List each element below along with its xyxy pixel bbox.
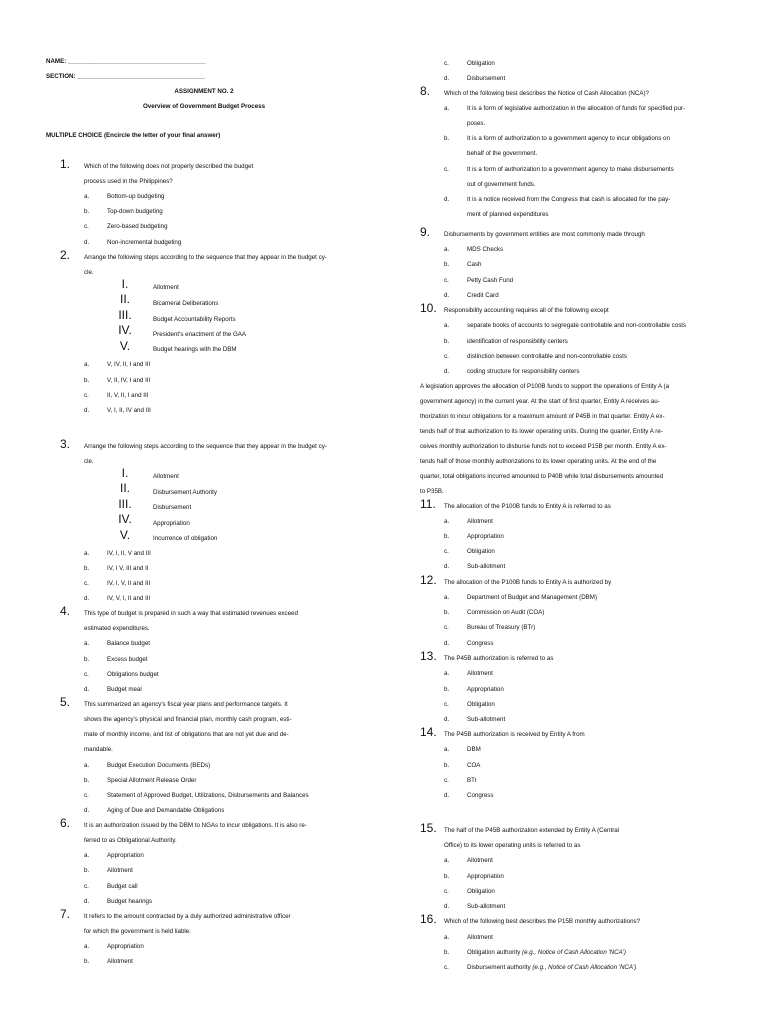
question-text: The P45B authorization is referred to as <box>444 655 554 662</box>
option-text: Department of Budget and Management (DBM) <box>467 594 598 601</box>
step-text: Budget Accountability Reports <box>153 316 236 323</box>
option-letter: d. <box>444 716 450 723</box>
question-text: This summarized an agency's fiscal year plans and performance targets. It <box>84 701 288 708</box>
option-text: Credit Card <box>467 292 499 299</box>
option-letter: d. <box>444 792 450 799</box>
instruction: MULTIPLE CHOICE (Encircle the letter of your final answer) <box>46 132 221 139</box>
option-text: V, IV, II, I and III <box>107 361 151 368</box>
option-letter: b. <box>84 777 90 784</box>
option-text: ment of planned expenditures <box>467 211 549 218</box>
section-field: SECTION: _____________________________________ <box>46 73 205 80</box>
question-text: The allocation of the P100B funds to Entity A is referred to as <box>444 503 611 510</box>
question-number: 3. <box>60 437 71 451</box>
option-text: Appropriation <box>107 852 144 859</box>
option-text: Budget Execution Documents (BEDs) <box>107 762 211 769</box>
option-text: Appropriation <box>467 533 504 540</box>
step-text: Allotment <box>153 473 179 480</box>
option-text: Appropriation <box>467 686 504 693</box>
option-text: Top-down budgeting <box>107 208 163 215</box>
option-letter: b. <box>444 873 450 880</box>
question-number: 2. <box>60 248 71 262</box>
option-letter: c. <box>84 580 89 587</box>
option-letter: c. <box>444 701 449 708</box>
option-text <box>467 964 636 971</box>
step-text: Bicameral Deliberations <box>153 300 219 307</box>
option-text: Cash <box>467 261 482 268</box>
option-text: Aging of Due and Demandable Obligations <box>107 807 225 814</box>
question-number: 16. <box>420 912 437 926</box>
option-letter: a. <box>444 746 450 753</box>
option-letter: d. <box>444 640 450 647</box>
option-text: Congress <box>467 640 494 647</box>
option-letter: a. <box>84 193 90 200</box>
step-numeral: II. <box>119 292 130 306</box>
option-text: It is a notice received from the Congress that cash is allocated for the pay- <box>467 196 671 203</box>
option-text: Zero-based budgeting <box>107 223 168 230</box>
question-text: It is an authorization issued by the DBM to NGAs to incur obligations. It is also re- <box>84 822 307 829</box>
option-letter: b. <box>444 338 450 345</box>
option-letter: b. <box>84 958 90 965</box>
option-text: Bottom-up budgeting <box>107 193 165 200</box>
option-main-text: Obligation authority <box>467 949 523 956</box>
question-number: 9. <box>420 225 431 239</box>
question-text: cle. <box>84 458 94 465</box>
option-letter: a. <box>444 934 450 941</box>
question-text: Office) to its lower operating units is referred to as <box>444 842 581 849</box>
option-text: Congress <box>467 792 494 799</box>
question-number: 12. <box>420 573 437 587</box>
option-letter: c. <box>84 671 89 678</box>
option-letter: c. <box>84 392 89 399</box>
option-letter: b. <box>84 565 90 572</box>
option-text: Non-incremental budgeting <box>107 239 182 246</box>
option-letter: b. <box>444 949 450 956</box>
option-letter: a. <box>444 246 450 253</box>
option-text: Obligations budget <box>107 671 159 678</box>
question-text: The half of the P45B authorization extended by Entity A (Central <box>444 827 620 834</box>
option-letter: d. <box>84 595 90 602</box>
option-letter: d. <box>84 686 90 693</box>
option-text: Allotment <box>467 518 493 525</box>
step-text: Disbursement Authority <box>153 489 217 496</box>
question-number: 1. <box>60 157 71 171</box>
option-text: Budget call <box>107 883 138 890</box>
option-letter: a. <box>444 594 450 601</box>
option-text: Balance budget <box>107 640 151 647</box>
option-text: IV, V, I, II and III <box>107 595 151 602</box>
option-text: separate books of accounts to segregate controllable and non-controllable costs <box>467 322 687 329</box>
question-number: 14. <box>420 725 437 739</box>
step-numeral: V. <box>119 528 131 542</box>
question-number: 8. <box>420 84 431 98</box>
option-letter: d. <box>444 196 450 203</box>
option-text: Petty Cash Fund <box>467 277 514 284</box>
option-text <box>467 949 626 956</box>
question-number: 5. <box>60 695 71 709</box>
option-letter: b. <box>444 609 450 616</box>
step-numeral: V. <box>119 339 131 353</box>
option-text: IV, I V, III and II <box>107 565 149 572</box>
option-text: Allotment <box>107 958 133 965</box>
paragraph-line: tends half of that authorization to its lower operating units. During the quarter, Entity A re- <box>420 428 663 435</box>
question-text: cle. <box>84 269 94 276</box>
option-text: Appropriation <box>467 873 504 880</box>
question-text: process used in the Philippines? <box>84 178 173 185</box>
option-letter: a. <box>84 361 90 368</box>
option-letter: c. <box>444 353 449 360</box>
option-letter: c. <box>84 883 89 890</box>
question-number: 7. <box>60 907 71 921</box>
question-text: The P45B authorization is received by Entity A from <box>444 731 585 738</box>
option-text: Allotment <box>467 857 493 864</box>
option-text: Sub-allotment <box>467 903 506 910</box>
question-number: 4. <box>60 604 71 618</box>
paragraph-line: to P35B. <box>420 488 444 495</box>
option-text: Bureau of Treasury (BTr) <box>467 624 536 631</box>
step-numeral: III. <box>118 308 132 322</box>
option-text: BTr <box>467 777 477 784</box>
option-letter: a. <box>84 640 90 647</box>
option-letter: a. <box>84 550 90 557</box>
option-note: (e.g., Notice of Cash Allocation 'NCA') <box>522 949 626 956</box>
option-letter: a. <box>444 670 450 677</box>
option-letter: b. <box>84 867 90 874</box>
option-letter: d. <box>84 807 90 814</box>
option-text: V, II, IV, I and III <box>107 377 151 384</box>
option-letter: c. <box>444 166 449 173</box>
option-text: coding structure for responsibility centers <box>467 368 580 375</box>
question-text: mandable. <box>84 746 113 753</box>
question-text: ferred to as Obligational Authority. <box>84 837 177 844</box>
option-text: Obligation <box>467 701 495 708</box>
name-field: NAME: ________________________________________ <box>46 58 206 65</box>
option-letter: b. <box>444 686 450 693</box>
option-letter: c. <box>444 624 449 631</box>
option-letter: a. <box>84 852 90 859</box>
option-letter: b. <box>444 762 450 769</box>
option-letter: b. <box>444 533 450 540</box>
assignment-number: ASSIGNMENT NO. 2 <box>174 88 234 95</box>
option-letter: c. <box>84 792 89 799</box>
option-text: Allotment <box>107 867 133 874</box>
option-letter: c. <box>444 964 449 971</box>
question-text: Arrange the following steps according to the sequence that they appear in the budget cy- <box>84 254 327 261</box>
option-letter: b. <box>444 135 450 142</box>
question-text: The allocation of the P100B funds to Entity A is authorized by <box>444 579 612 586</box>
question-number: 10. <box>420 301 437 315</box>
step-text: Disbursement <box>153 504 192 511</box>
question-text: Arrange the following steps according to the sequence that they appear in the budget cy- <box>84 443 327 450</box>
option-letter: b. <box>444 261 450 268</box>
question-text: shows the agency's physical and financial plan, monthly cash program, esti- <box>84 716 292 723</box>
option-letter: d. <box>444 292 450 299</box>
option-text: Budget meal <box>107 686 142 693</box>
option-text: Obligation <box>467 888 495 895</box>
paragraph-line: ceives monthly authorization to disburse funds not to exceed P15B per month. Entity A ex- <box>420 443 667 450</box>
option-text: behalf of the government. <box>467 150 538 157</box>
question-text: Which of the following best describes the P15B monthly authorizations? <box>444 918 641 925</box>
option-text: poses. <box>467 120 486 127</box>
page-title: Overview of Government Budget Process <box>142 103 266 110</box>
option-text: It is a form of legislative authorization in the allocation of funds for specified pur- <box>467 105 686 112</box>
question-text: Which of the following best describes the Notice of Cash Allocation (NCA)? <box>444 90 649 97</box>
option-text: COA <box>467 762 481 769</box>
option-letter: d. <box>444 563 450 570</box>
paragraph-line: tends half of those monthly authorizations to its lower operating units. At the end of the <box>420 458 657 465</box>
option-letter: b. <box>84 377 90 384</box>
option-text: Sub-allotment <box>467 563 506 570</box>
option-text: identification of responsibility centers <box>467 338 568 345</box>
question-number: 13. <box>420 649 437 663</box>
option-text: II, V, II, I and III <box>107 392 149 399</box>
option-letter: c. <box>84 223 89 230</box>
option-letter: c. <box>444 888 449 895</box>
option-text: Obligation <box>467 548 495 555</box>
paragraph-line: A legislation approves the allocation of P100B funds to support the operations of Entity A (a <box>420 383 670 390</box>
option-letter: a. <box>444 857 450 864</box>
option-letter: a. <box>444 518 450 525</box>
step-text: Appropriation <box>153 520 190 527</box>
step-numeral: I. <box>121 466 129 480</box>
option-text: Commission on Audit (COA) <box>467 609 545 616</box>
option-text: IV, I, V, II and III <box>107 580 151 587</box>
option-letter: d. <box>84 239 90 246</box>
question-number: 11. <box>420 497 436 511</box>
question-text: This type of budget is prepared in such a way that estimated revenues exceed <box>84 610 298 617</box>
option-letter: c. <box>444 777 449 784</box>
option-text: It is a form of authorization to a government agency to make disbursements <box>467 166 674 173</box>
option-text: V, I, II, IV and III <box>107 407 151 414</box>
option-text: Appropriation <box>107 943 144 950</box>
option-text: Budget hearings <box>107 898 153 905</box>
question-text: It refers to the amount contracted by a duly authorized administrative officer <box>84 913 291 920</box>
option-text: IV, I, II, V and III <box>107 550 151 557</box>
option-text: Sub-allotment <box>467 716 506 723</box>
option-letter: d. <box>444 903 450 910</box>
option-letter: c. <box>444 548 449 555</box>
option-text: MDS Checks <box>467 246 504 253</box>
step-text: President's enactment of the GAA <box>153 331 247 338</box>
option-letter: b. <box>84 208 90 215</box>
option-letter: a. <box>84 943 90 950</box>
option-letter: d. <box>444 75 450 82</box>
step-text: Incurrence of obligation <box>153 535 218 542</box>
question-text: Disbursements by government entities are most commonly made through <box>444 231 645 238</box>
option-letter: d. <box>84 407 90 414</box>
question-text: estimated expenditures. <box>84 625 150 632</box>
option-letter: d. <box>84 898 90 905</box>
paragraph-line: thorization to incur obligations for a maximum amount of P45B in that quarter. Entity A ex- <box>420 413 665 420</box>
step-numeral: III. <box>118 497 132 511</box>
option-text: out of government funds. <box>467 181 536 188</box>
option-text: Disbursement <box>467 75 506 82</box>
option-text: Obligation <box>467 60 495 67</box>
question-text: Which of the following does not properly described the budget <box>84 163 254 170</box>
option-main-text: Disbursement authority <box>467 964 533 971</box>
option-text: Special Allotment Release Order <box>107 777 197 784</box>
option-letter: c. <box>444 277 449 284</box>
step-numeral: IV. <box>118 512 132 526</box>
option-text: distinction between controllable and non-controllable costs <box>467 353 627 360</box>
option-letter: c. <box>444 60 449 67</box>
step-numeral: I. <box>121 277 129 291</box>
question-text: mate of monthly income, and list of obligations that are not yet due and de- <box>84 731 289 738</box>
step-numeral: IV. <box>118 323 132 337</box>
paragraph-line: government agency) in the current year. At the start of first quarter, Entity A receives au- <box>420 398 660 405</box>
step-text: Budget hearings with the DBM <box>153 346 237 353</box>
option-letter: b. <box>84 656 90 663</box>
step-text: Allotment <box>153 284 179 291</box>
option-text: Allotment <box>467 934 493 941</box>
step-numeral: II. <box>119 481 130 495</box>
option-text: DBM <box>467 746 481 753</box>
option-letter: a. <box>84 762 90 769</box>
option-note: (e.g., Notice of Cash Allocation 'NCA') <box>532 964 637 971</box>
question-text: for which the government is held liable. <box>84 928 191 935</box>
option-text: Statement of Approved Budget, Utilizations, Disbursements and Balances <box>107 792 309 799</box>
question-number: 6. <box>60 816 71 830</box>
question-number: 15. <box>420 821 437 835</box>
option-text: Excess budget <box>107 656 148 663</box>
option-letter: a. <box>444 105 450 112</box>
question-text: Responsibility accounting requires all of the following except <box>444 307 609 314</box>
paragraph-line: quarter, total obligations incurred amounted to P40B while total disbursements amounted <box>420 473 664 480</box>
option-letter: d. <box>444 368 450 375</box>
option-text: Allotment <box>467 670 493 677</box>
option-text: It is a form of authorization to a government agency to incur obligations on <box>467 135 670 142</box>
option-letter: a. <box>444 322 450 329</box>
